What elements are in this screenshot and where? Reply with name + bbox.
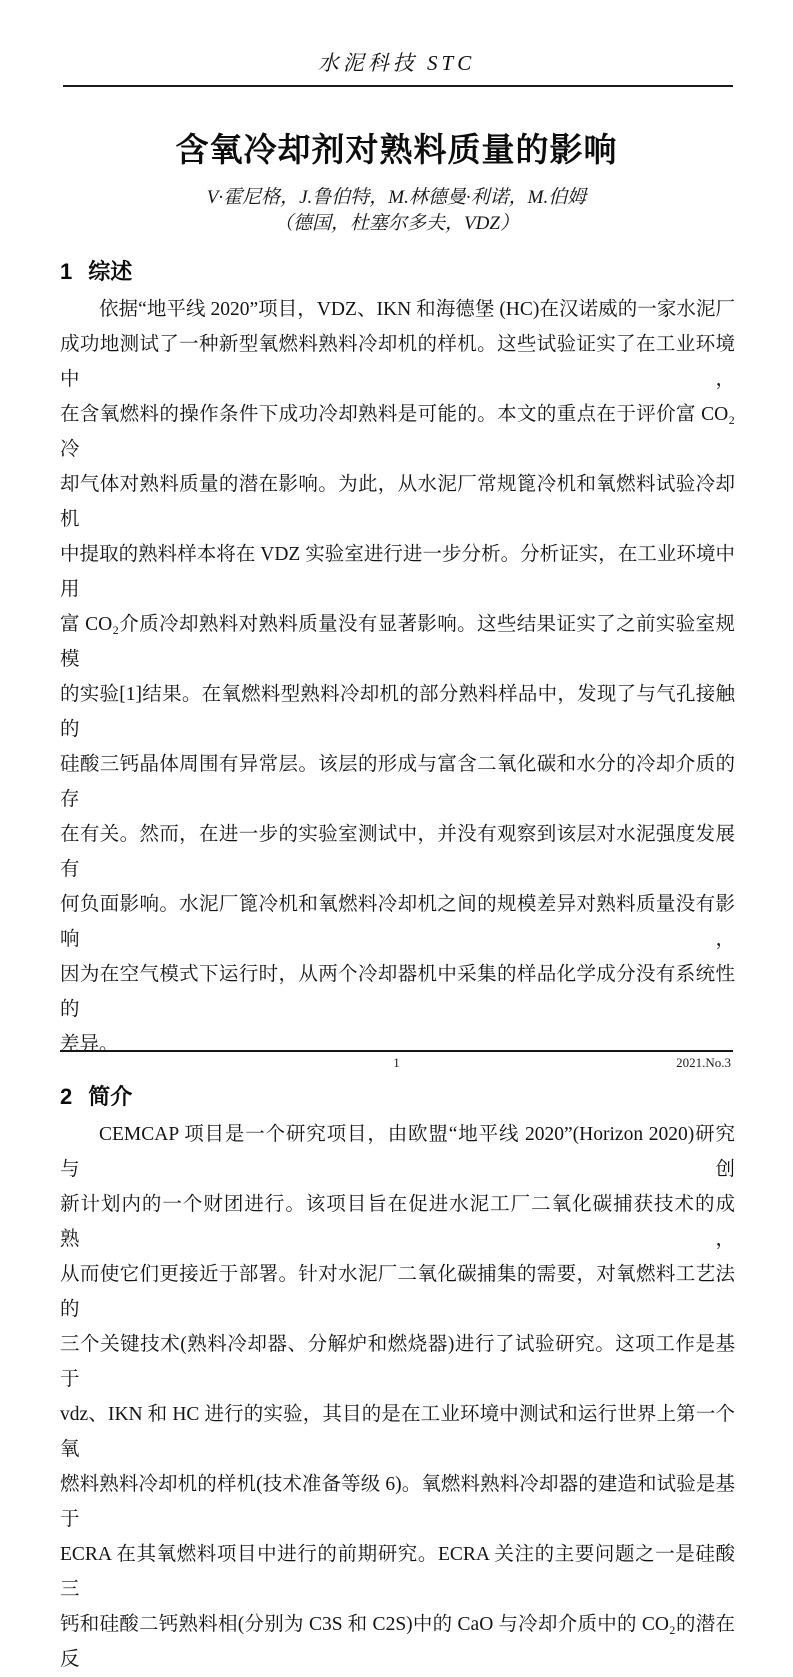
- issue-number: 2021.No.3: [676, 1055, 731, 1070]
- page-footer: [60, 1050, 733, 1074]
- body-line: 三个关键技术(熟料冷却器、分解炉和燃烧器)进行了试验研究。这项工作是基于: [60, 1334, 735, 1390]
- body-line: 中提取的熟料样本将在 VDZ 实验室进行进一步分析。分析证实，在工业环境中用: [60, 544, 735, 600]
- article-body: [60, 257, 735, 1677]
- footer-row: [60, 1052, 733, 1074]
- page-number: 1: [393, 1055, 400, 1070]
- body-line: 却气体对熟料质量的潜在影响。为此，从水泥厂常规篦冷机和氧燃料试验冷却机: [60, 474, 735, 530]
- body-line: ECRA 在其氧燃料项目中进行的前期研究。ECRA 关注的主要问题之一是硅酸三: [60, 1544, 735, 1600]
- journal-header: [0, 0, 793, 76]
- body-line: 在有关。然而，在进一步的实验室测试中，并没有观察到该层对水泥强度发展有: [60, 824, 735, 880]
- body-line: 的实验[1]结果。在氧燃料型熟料冷却机的部分熟料样品中，发现了与气孔接触的: [60, 684, 735, 740]
- paragraph: [60, 1117, 735, 1677]
- body-line: 硅酸三钙晶体周围有异常层。该层的形成与富含二氧化碳和水分的冷却介质的存: [60, 754, 735, 810]
- body-line: 依据“地平线 2020”项目，VDZ、IKN 和海德堡 (HC)在汉诺威的一家水泥厂: [99, 299, 735, 320]
- section-heading-text: 综述: [88, 259, 133, 284]
- section-number: 2: [60, 1084, 73, 1109]
- body-line: 钙和硅酸二钙熟料相(分别为 C3S 和 C2S)中的 CaO 与冷却介质中的 CO₂的潜在反: [60, 1614, 735, 1670]
- body-line: CEMCAP 项目是一个研究项目，由欧盟“地平线 2020”(Horizon 2020)研究与创: [60, 1124, 735, 1180]
- header-rule: [63, 85, 733, 87]
- body-line: vdz、IKN 和 HC 进行的实验，其目的是在工业环境中测试和运行世界上第一个氧: [60, 1404, 735, 1460]
- journal-title: 水泥科技 STC: [317, 51, 476, 75]
- section-heading-text: 简介: [88, 1084, 133, 1109]
- body-line: 成功地测试了一种新型氧燃料熟料冷却机的样机。这些试验证实了在工业环境中，: [60, 334, 735, 390]
- body-line: 在含氧燃料的操作条件下成功冷却熟料是可能的。本文的重点在于评价富 CO₂冷: [60, 404, 735, 460]
- body-line: 燃料熟料冷却机的样机(技术准备等级 6)。氧燃料熟料冷却器的建造和试验是基于: [60, 1474, 735, 1530]
- affiliation-line: （德国，杜塞尔多夫，VDZ）: [274, 213, 519, 234]
- body-line: 何负面影响。水泥厂篦冷机和氧燃料冷却机之间的规模差异对熟料质量没有影响，: [60, 894, 735, 950]
- article-title: 含氧冷却剂对熟料质量的影响: [175, 131, 618, 168]
- authors-line: V·霍尼格，J.鲁伯特，M.林德曼·利诺，M.伯姆: [206, 187, 587, 208]
- section-heading: [60, 1082, 735, 1112]
- body-line: 从而使它们更接近于部署。针对水泥厂二氧化碳捕集的需要，对氧燃料工艺法的: [60, 1264, 735, 1320]
- body-line: 因为在空气模式下运行时，从两个冷却器机中采集的样品化学成分没有系统性的: [60, 964, 735, 1020]
- paragraph: [60, 292, 735, 1062]
- body-line: 差异。: [60, 1034, 119, 1055]
- body-line: 新计划内的一个财团进行。该项目旨在促进水泥工厂二氧化碳捕获技术的成熟，: [60, 1194, 735, 1250]
- section-heading: [60, 257, 735, 287]
- body-line: 富 CO₂介质冷却熟料对熟料质量没有显著影响。这些结果证实了之前实验室规模: [60, 614, 735, 670]
- section-number: 1: [60, 259, 73, 284]
